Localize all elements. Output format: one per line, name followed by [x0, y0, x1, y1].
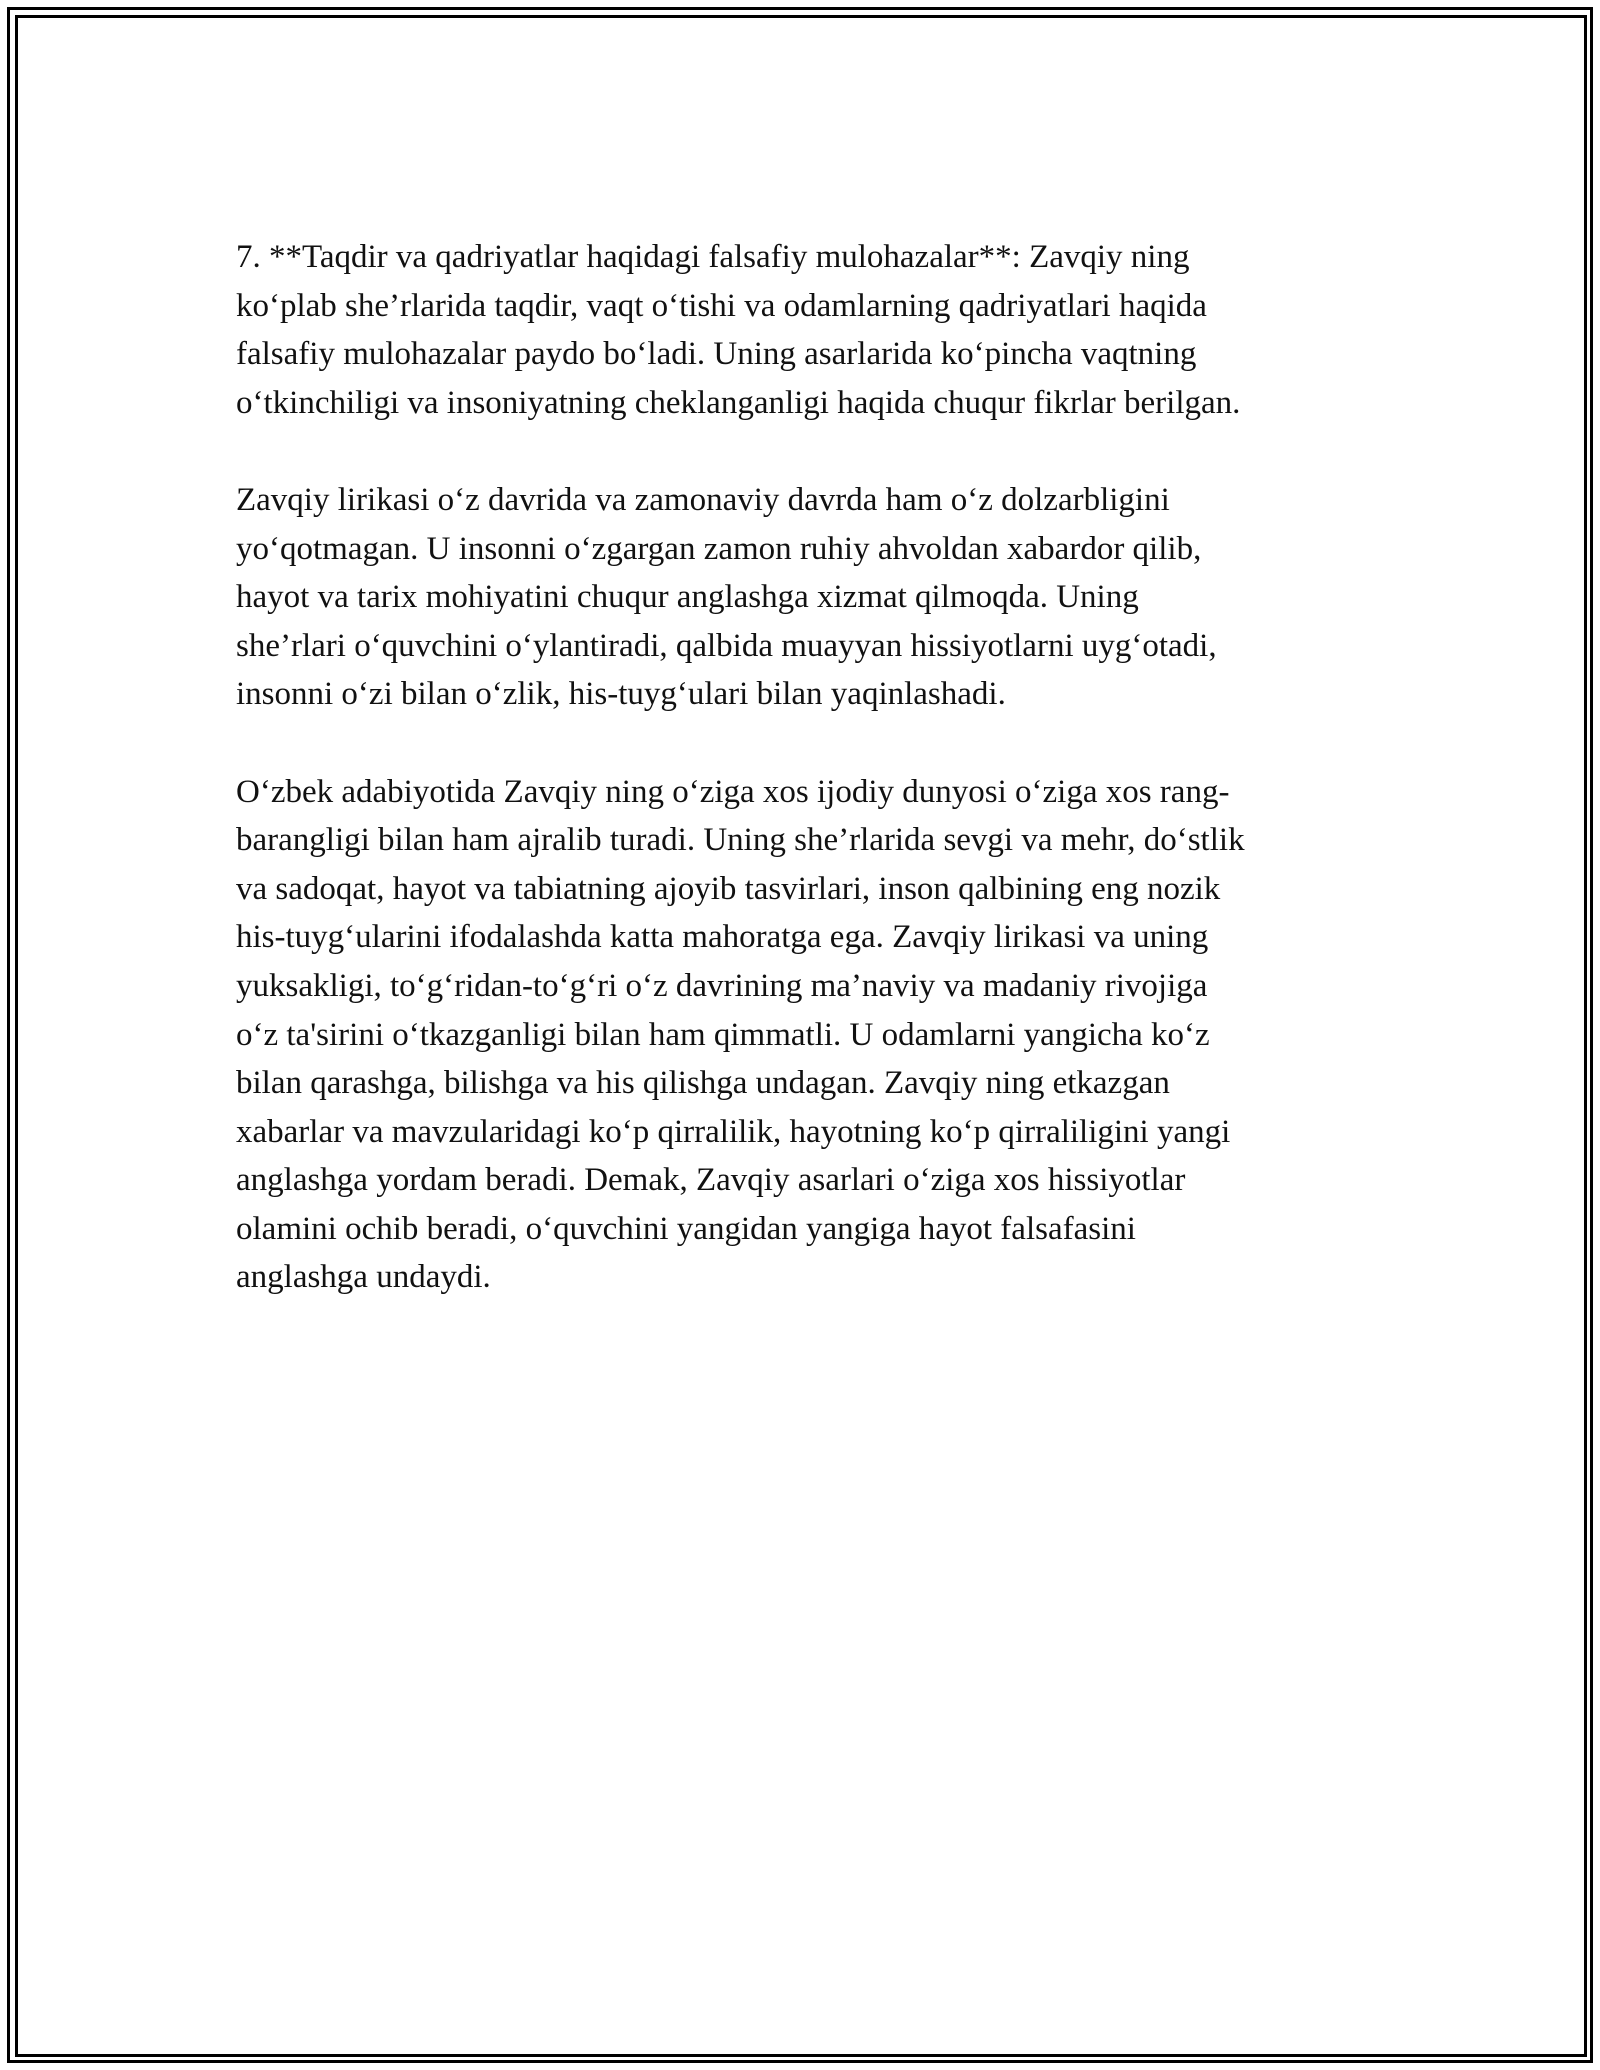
text-line: yo‘qotmagan. U insonni o‘zgargan zamon ruhiy ahvoldan xabardor qilib, — [236, 530, 1202, 567]
text-line: ko‘plab she’rlarida taqdir, vaqt o‘tishi va odamlarning qadriyatlari haqida — [236, 287, 1207, 324]
text-line: anglashga yordam beradi. Demak, Zavqiy asarlari o‘ziga xos hissiyotlar — [236, 1162, 1186, 1199]
text-line: she’rlari o‘quvchini o‘ylantiradi, qalbida muayyan hissiyotlarni uyg‘otadi, — [236, 627, 1217, 664]
text-line: bilan qarashga, bilishga va his qilishga undagan. Zavqiy ning etkazgan — [236, 1065, 1170, 1102]
text-line: yuksakligi, to‘g‘ridan-to‘g‘ri o‘z davrining ma’naviy va madaniy rivojiga — [236, 967, 1208, 1004]
paragraph-conclusion — [236, 768, 1366, 1303]
text-line: insonni o‘zi bilan o‘zlik, his-tuyg‘ulari bilan yaqinlashadi. — [236, 676, 1006, 713]
document-body — [236, 233, 1366, 1351]
paragraph-relevance — [236, 476, 1366, 719]
text-line: 7. **Taqdir va qadriyatlar haqidagi falsafiy mulohazalar**: Zavqiy ning — [236, 239, 1190, 275]
text-line: falsafiy mulohazalar paydo bo‘ladi. Uning asarlarida ko‘pincha vaqtning — [236, 336, 1197, 373]
paragraph-fate-and-values — [236, 233, 1366, 427]
text-line: o‘z ta'sirini o‘tkazganligi bilan ham qimmatli. U odamlarni yangicha ko‘z — [236, 1016, 1210, 1053]
text-line: o‘tkinchiligi va insoniyatning cheklanganligi haqida chuqur fikrlar berilgan. — [236, 384, 1241, 421]
text-line: va sadoqat, hayot va tabiatning ajoyib tasvirlari, inson qalbining eng nozik — [236, 870, 1221, 907]
text-line: barangligi bilan ham ajralib turadi. Uning she’rlarida sevgi va mehr, do‘stlik — [236, 822, 1245, 859]
text-line: hayot va tarix mohiyatini chuqur anglashga xizmat qilmoqda. Uning — [236, 579, 1139, 616]
text-line: olamini ochib beradi, o‘quvchini yangidan yangiga hayot falsafasini — [236, 1210, 1136, 1247]
text-line: anglashga undaydi. — [236, 1259, 491, 1296]
text-line: Zavqiy lirikasi o‘z davrida va zamonaviy davrda ham o‘z dolzarbligini — [236, 481, 1170, 518]
text-line: O‘zbek adabiyotida Zavqiy ning o‘ziga xos ijodiy dunyosi o‘ziga xos rang- — [236, 773, 1230, 810]
text-line: xabarlar va mavzularidagi ko‘p qirralilik, hayotning ko‘p qirraliligini yangi — [236, 1113, 1231, 1150]
text-line: his-tuyg‘ularini ifodalashda katta mahoratga ega. Zavqiy lirikasi va uning — [236, 919, 1209, 956]
